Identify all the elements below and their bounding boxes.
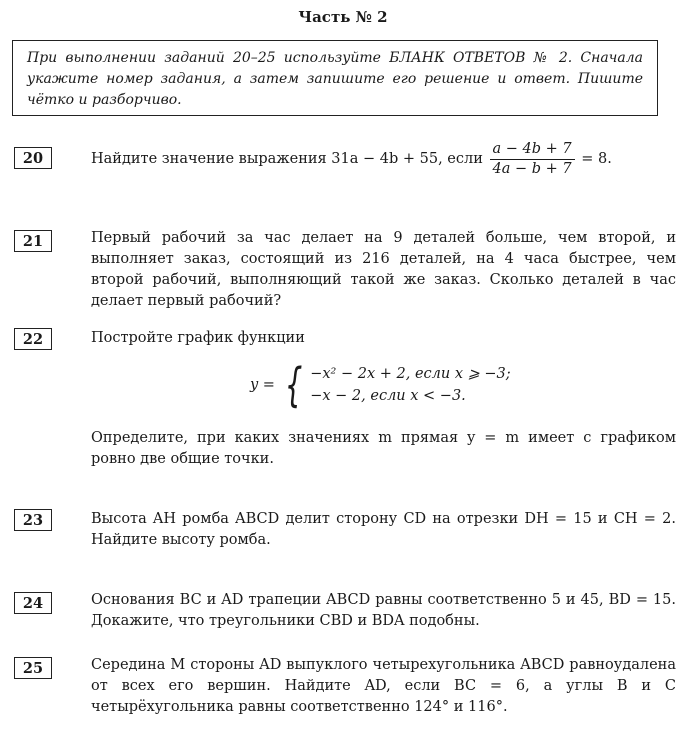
instructions-box: При выполнении заданий 20–25 используйте БЛАНК ОТВЕТОВ № 2. Сначала укажите номер задания, а затем запишите его решение и ответ. Пишите чётко и разборчиво. xyxy=(12,40,658,116)
brace-icon: { xyxy=(284,358,303,412)
task-number: 24 xyxy=(14,592,52,614)
task-text: Высота AH ромба ABCD делит сторону CD на отрезки DH = 15 и CH = 2. Найдите высоту ромба. xyxy=(91,511,676,548)
task-number: 20 xyxy=(14,147,52,169)
task-text-2: Определите, при каких значениях m прямая y = m имеет с графиком ровно две общие точки. xyxy=(91,430,676,467)
fraction-numerator: a − 4b + 7 xyxy=(490,140,575,160)
task-20-prefix: Найдите значение выражения 31a − 4b + 55, если xyxy=(91,151,483,167)
task-number: 21 xyxy=(14,230,52,252)
task-number: 23 xyxy=(14,509,52,531)
task-number: 25 xyxy=(14,657,52,679)
case-2: −x − 2, если x < −3. xyxy=(310,388,466,404)
task-text xyxy=(91,139,676,179)
case-1: −x² − 2x + 2, если x ⩾ −3; xyxy=(310,366,511,382)
fraction-denominator: 4a − b + 7 xyxy=(492,160,572,177)
task-text: Первый рабочий за час делает на 9 деталей больше, чем второй, и выполняет заказ, состоящий из 216 деталей, на 4 часа быстрее, чем второй рабочий, выполняющий такой же заказ. Сколько деталей в час делает первый рабочий? xyxy=(91,230,676,309)
task-number: 22 xyxy=(14,328,52,350)
task-text: Середина M стороны AD выпуклого четырехугольника ABCD равноудалена от всех его вершин. Найдите AD, если BC = 6, а углы B и C четырёхугольника равны соответственно 124° и 116°. xyxy=(91,657,676,715)
page-title: Часть № 2 xyxy=(298,8,388,26)
task-text: Основания BC и AD трапеции ABCD равны соответственно 5 и 45, BD = 15. Докажите, что треугольники CBD и BDA подобны. xyxy=(91,592,676,629)
fraction xyxy=(490,140,575,179)
task-text: Постройте график функции xyxy=(91,330,305,346)
function-lhs: y = xyxy=(250,377,275,393)
task-20-suffix: = 8. xyxy=(581,151,612,167)
piecewise-function xyxy=(250,360,511,410)
